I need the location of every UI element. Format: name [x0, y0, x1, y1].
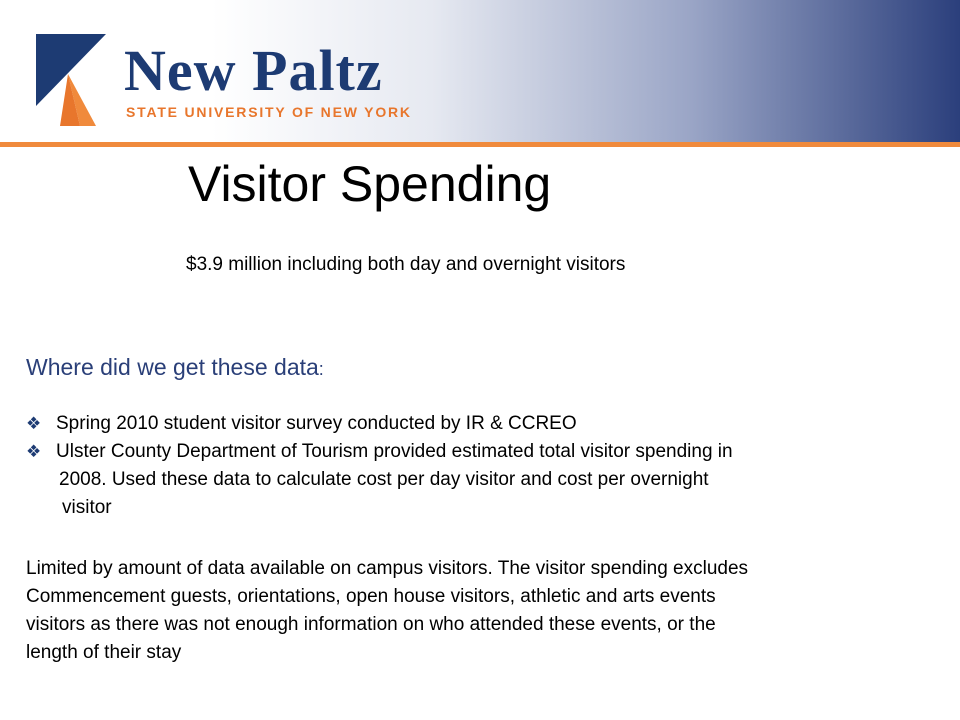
paragraph-line: visitors as there was not enough information on who attended these events, or the	[26, 614, 716, 635]
paragraph-line: Limited by amount of data available on campus visitors. The visitor spending excludes	[26, 558, 749, 579]
bullet-line: Spring 2010 student visitor survey conducted by IR & CCREO	[56, 413, 577, 434]
bullet-line: Ulster County Department of Tourism provided estimated total visitor spending in	[56, 441, 733, 462]
list-item	[26, 438, 946, 522]
list-item	[26, 410, 946, 438]
bullet-text	[56, 413, 577, 434]
slide-subtitle: $3.9 million including both day and overnight visitors	[186, 254, 626, 275]
new-paltz-logo-mark-icon	[36, 34, 108, 126]
diamond-bullet-icon: ❖	[26, 414, 42, 433]
section-heading-text: Where did we get these data	[26, 354, 319, 380]
logo-subtitle: STATE UNIVERSITY OF NEW YORK	[126, 104, 412, 120]
data-sources-list	[26, 410, 946, 522]
paragraph-line: Commencement guests, orientations, open house visitors, athletic and arts events	[26, 586, 716, 607]
bullet-line: visitor	[62, 497, 112, 518]
bullet-text	[56, 441, 946, 522]
section-heading	[26, 354, 324, 382]
bullet-line: 2008. Used these data to calculate cost per day visitor and cost per overnight	[59, 469, 709, 490]
paragraph-line: length of their stay	[26, 642, 182, 663]
section-heading-colon: :	[318, 359, 324, 379]
limitation-paragraph	[26, 555, 946, 667]
header-divider	[0, 142, 960, 147]
diamond-bullet-icon: ❖	[26, 442, 42, 461]
logo-wordmark: New Paltz	[124, 38, 383, 103]
slide-title: Visitor Spending	[188, 156, 552, 212]
